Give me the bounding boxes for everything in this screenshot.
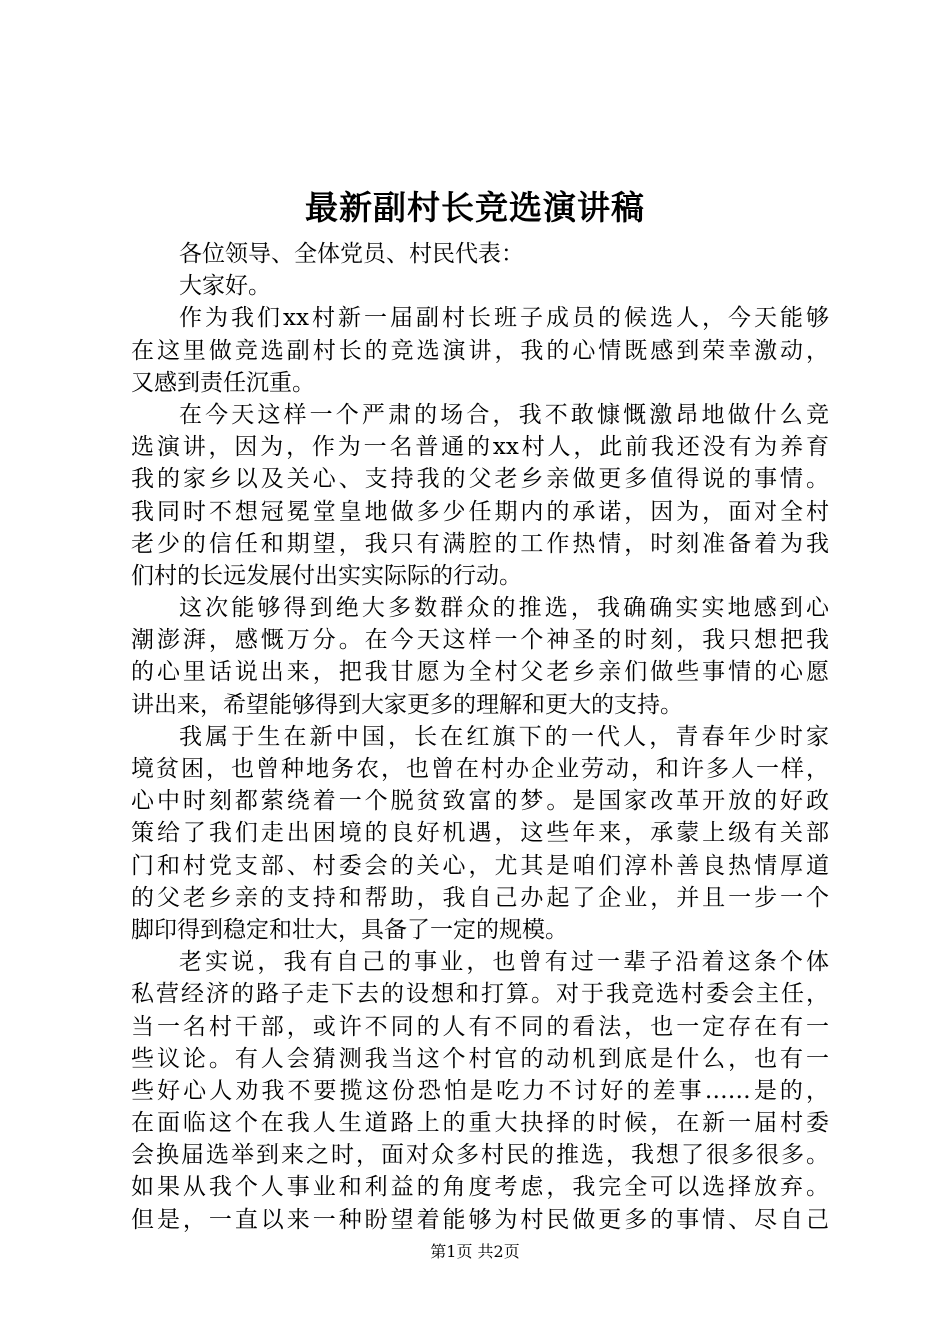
paragraph-line: 老少的信任和期望，我只有满腔的工作热情，时刻准备着为我 (131, 530, 829, 557)
greeting-line: 大家好。 (179, 273, 271, 300)
paragraph-line: 会换届选举到来之时，面对众多村民的推选，我想了很多很多。 (131, 1142, 829, 1169)
paragraph-line: 在今天这样一个严肃的场合，我不敢慷慨激昂地做什么竞 (179, 401, 829, 428)
paragraph-line: 私营经济的路子走下去的设想和打算。对于我竞选村委会主任， (131, 981, 829, 1008)
paragraph-line: 当一名村干部，或许不同的人有不同的看法，也一定存在有一 (131, 1013, 829, 1040)
paragraph-line: 在面临这个在我人生道路上的重大抉择的时候，在新一届村委 (131, 1110, 829, 1137)
paragraph-line: 讲出来，希望能够得到大家更多的理解和更大的支持。 (131, 691, 683, 718)
paragraph-line: 我同时不想冠冕堂皇地做多少任期内的承诺，因为，面对全村 (131, 498, 829, 525)
paragraph-line: 些好心人劝我不要揽这份恐怕是吃力不讨好的差事……是的， (131, 1077, 829, 1104)
paragraph-line: 但是，一直以来一种盼望着能够为村民做更多的事情、尽自己 (131, 1206, 829, 1233)
paragraph-line: 在这里做竞选副村长的竞选演讲，我的心情既感到荣幸激动， (131, 337, 829, 364)
paragraph-line: 如果从我个人事业和利益的角度考虑，我完全可以选择放弃。 (131, 1174, 829, 1201)
paragraph-line: 选演讲，因为，作为一名普通的xx村人，此前我还没有为养育 (131, 434, 829, 461)
paragraph-line: 我属于生在新中国，长在红旗下的一代人，青春年少时家 (179, 723, 829, 750)
paragraph-line: 的父老乡亲的支持和帮助，我自己办起了企业，并且一步一个 (131, 884, 829, 911)
paragraph-line: 潮澎湃，感慨万分。在今天这样一个神圣的时刻，我只想把我 (131, 627, 829, 654)
paragraph-line: 老实说，我有自己的事业，也曾有过一辈子沿着这条个体 (179, 949, 829, 976)
paragraph-line: 境贫困，也曾种地务农，也曾在村办企业劳动，和许多人一样， (131, 756, 829, 782)
paragraph-line: 些议论。有人会猜测我当这个村官的动机到底是什么，也有一 (131, 1045, 829, 1072)
paragraph-line: 我的家乡以及关心、支持我的父老乡亲做更多值得说的事情。 (131, 466, 829, 493)
paragraph-line: 脚印得到稳定和壮大，具备了一定的规模。 (131, 916, 568, 943)
paragraph-line: 又感到责任沉重。 (131, 369, 315, 396)
paragraph-line: 心中时刻都萦绕着一个脱贫致富的梦。是国家改革开放的好政 (131, 788, 829, 815)
paragraph-line: 作为我们xx村新一届副村长班子成员的候选人，今天能够 (179, 305, 829, 332)
paragraph-line: 门和村党支部、村委会的关心，尤其是咱们淳朴善良热情厚道 (131, 852, 829, 879)
paragraph-line: 的心里话说出来，把我甘愿为全村父老乡亲们做些事情的心愿 (131, 659, 829, 686)
salutation-line: 各位领导、全体党员、村民代表： (179, 241, 524, 267)
paragraph-line: 策给了我们走出困境的良好机遇，这些年来，承蒙上级有关部 (131, 820, 829, 847)
page-footer: 第1页 共2页 (430, 1242, 520, 1261)
paragraph-line: 这次能够得到绝大多数群众的推选，我确确实实地感到心 (179, 595, 829, 622)
paragraph-line: 们村的长远发展付出实实际际的行动。 (131, 562, 522, 589)
document-title: 最新副村长竞选演讲稿 (305, 188, 645, 227)
document-body (131, 238, 829, 1236)
